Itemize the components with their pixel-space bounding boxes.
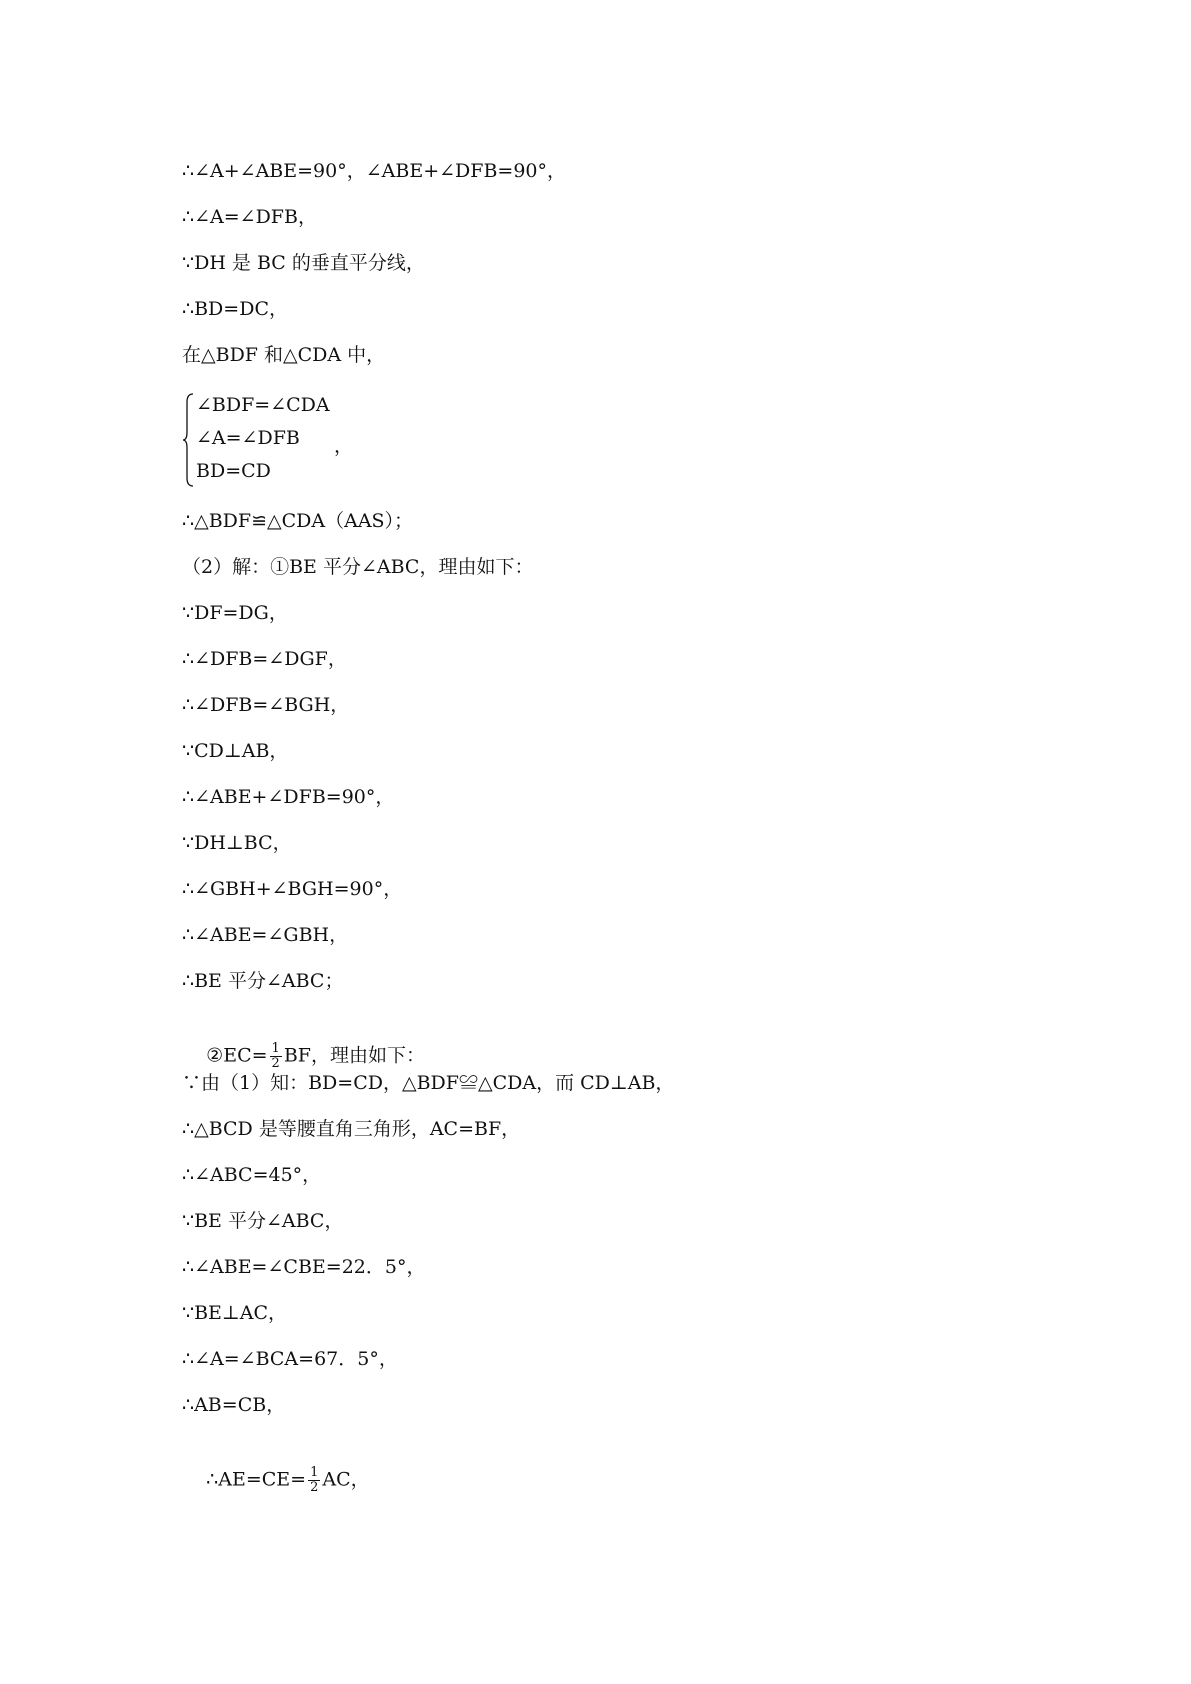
fraction xyxy=(270,1042,282,1071)
proof-line: ∵由（1）知：BD=CD，△BDF≌△CDA，而 CD⊥AB， xyxy=(182,1072,675,1094)
proof-line: ∴∠DFB=∠BGH， xyxy=(182,694,350,716)
proof-line: ∴∠A=∠BCA=67．5°， xyxy=(182,1348,398,1370)
proof-line: ∴△BCD 是等腰直角三角形，AC=BF， xyxy=(182,1118,521,1140)
fraction-numerator: 1 xyxy=(310,1465,319,1480)
system-equation-2: ∠A=∠DFB xyxy=(196,427,300,449)
proof-line: ∴∠A+∠ABE=90°，∠ABE+∠DFB=90°， xyxy=(182,160,567,182)
system-equation-1: ∠BDF=∠CDA xyxy=(196,394,330,416)
proof-line: ∴∠ABE=∠CBE=22．5°， xyxy=(182,1256,426,1278)
proof-line: 在△BDF 和△CDA 中， xyxy=(182,344,386,366)
proof-line: ∴∠ABC=45°， xyxy=(182,1164,322,1186)
proof-line: ∵BE⊥AC， xyxy=(182,1302,288,1324)
proof-line: ∴BD=DC， xyxy=(182,298,288,320)
fraction xyxy=(308,1466,320,1495)
fraction-denominator: 2 xyxy=(271,1056,280,1071)
proof-line: ∴AB=CB， xyxy=(182,1394,286,1416)
proof-line: ∵DH 是 BC 的垂直平分线， xyxy=(182,252,425,274)
proof-line: ∵BE 平分∠ABC， xyxy=(182,1210,344,1232)
proof-line: ∴∠GBH+∠BGH=90°， xyxy=(182,878,403,900)
proof-line: ∵DH⊥BC， xyxy=(182,832,292,854)
proof-line-fraction xyxy=(182,1440,370,1521)
proof-line: ∴∠A=∠DFB， xyxy=(182,206,317,228)
proof-line: ∴∠DFB=∠DGF， xyxy=(182,648,347,670)
fraction-numerator: 1 xyxy=(271,1041,280,1056)
fraction-denominator: 2 xyxy=(310,1480,319,1495)
proof-line: ∵DF=DG， xyxy=(182,602,288,624)
proof-line: ∴BE 平分∠ABC； xyxy=(182,970,344,992)
system-equation-3: BD=CD xyxy=(196,460,271,482)
proof-line: ∵CD⊥AB， xyxy=(182,740,289,762)
proof-line: ∴∠ABE+∠DFB=90°， xyxy=(182,786,395,808)
proof-text: BF，理由如下： xyxy=(283,1044,425,1067)
system-comma: ， xyxy=(334,435,354,457)
proof-line: （2）解：①BE 平分∠ABC，理由如下： xyxy=(182,556,534,578)
equation-system xyxy=(182,392,382,492)
proof-line: ∴△BDF≌△CDA（AAS）； xyxy=(182,510,414,532)
proof-line: ∴∠ABE=∠GBH， xyxy=(182,924,349,946)
proof-text: ∴AE=CE= xyxy=(206,1468,307,1491)
proof-text: ②EC= xyxy=(206,1044,268,1067)
proof-text: AC， xyxy=(322,1468,370,1491)
left-brace-icon xyxy=(182,392,194,488)
